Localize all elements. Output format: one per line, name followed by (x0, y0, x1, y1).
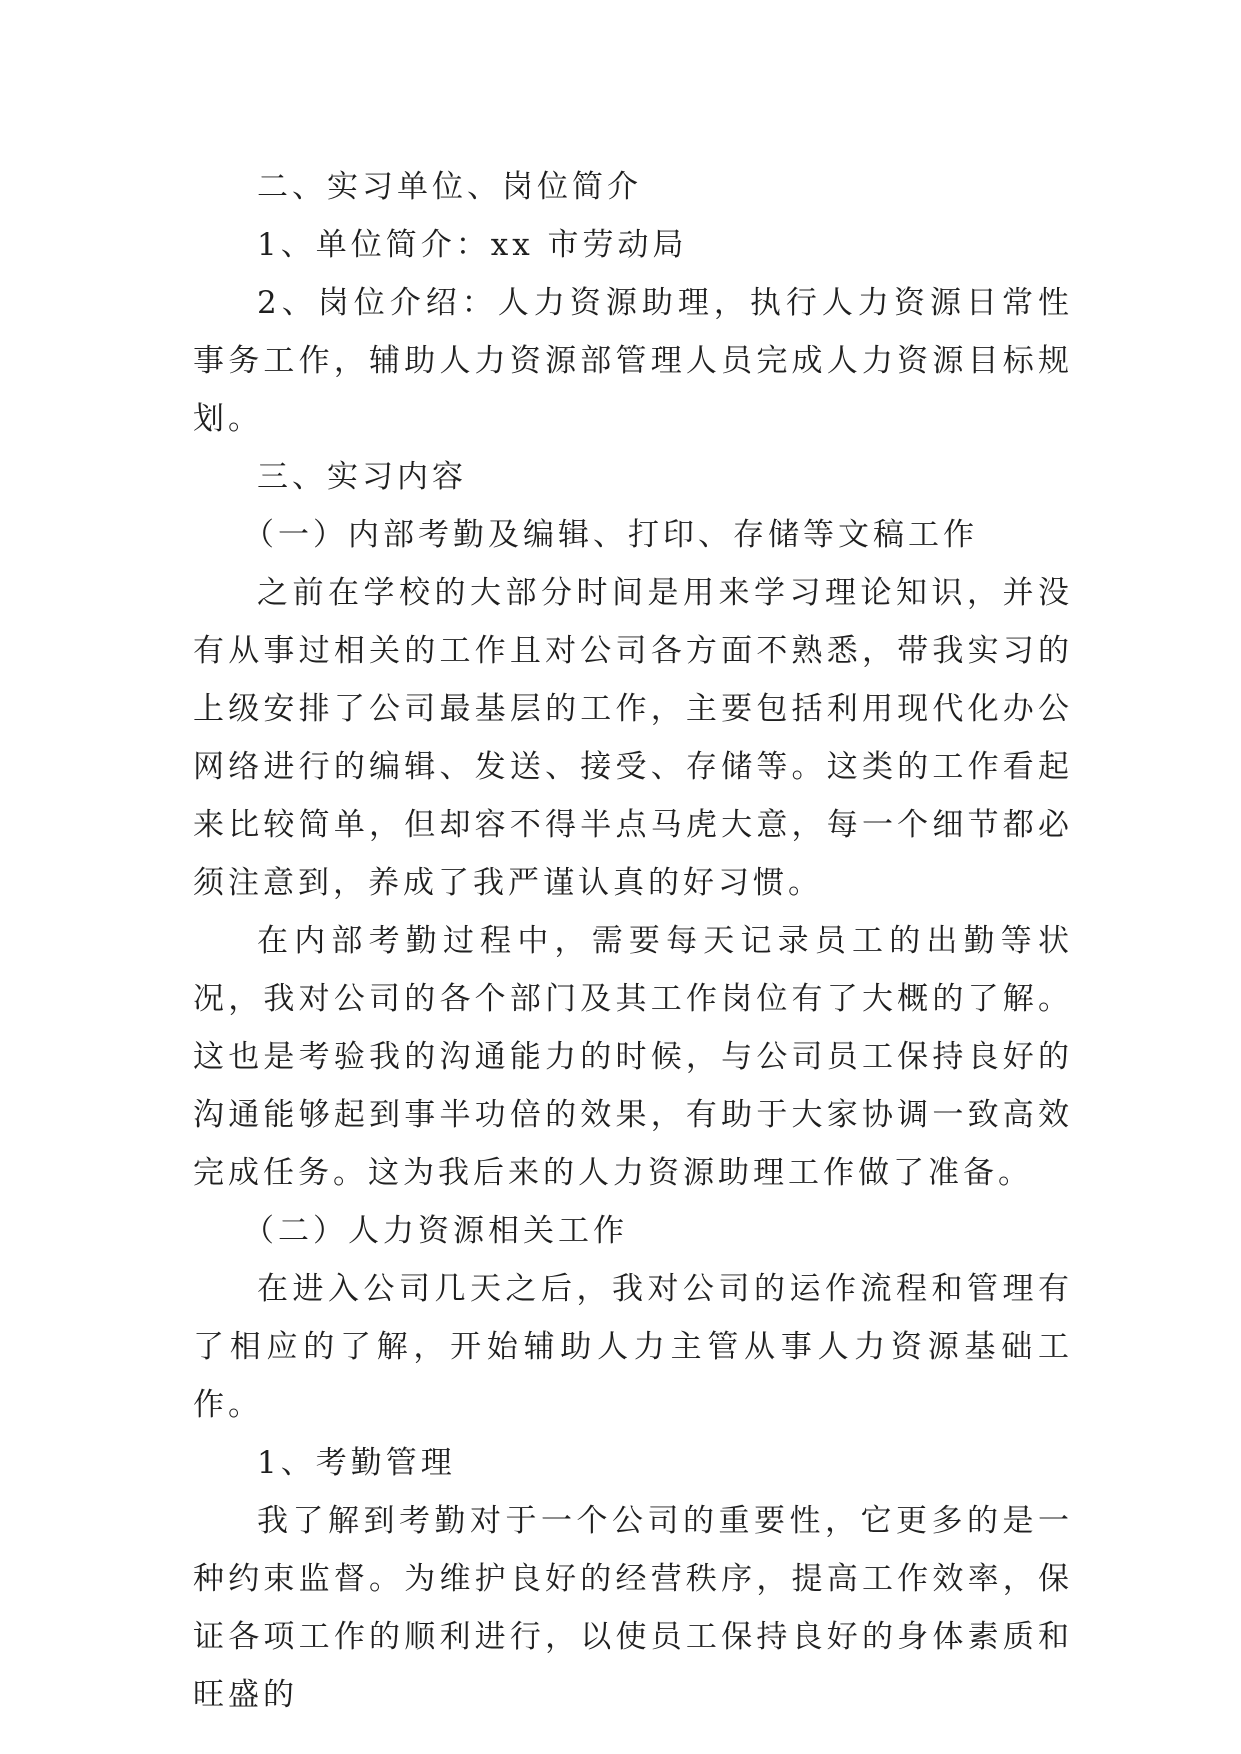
subsection-heading-attendance-documents: （一）内部考勤及编辑、打印、存储等文稿工作 (243, 517, 978, 553)
body-paragraph: 在内部考勤过程中，需要每天记录员工的出勤等状况，我对公司的各个部门及其工作岗位有了大概的了解。这也是考验我的沟通能力的时候，与公司员工保持良好的沟通能够起到事半功倍的效果，有助于大家协调一致高效完成任务。这为我后来的人力资源助理工作做了准备。 (193, 923, 1073, 1191)
section-heading-internship-content: 三、实习内容 (257, 459, 467, 495)
document-body (193, 158, 1073, 1724)
body-paragraph: 我了解到考勤对于一个公司的重要性，它更多的是一种约束监督。为维护良好的经营秩序，提高工作效率，保证各项工作的顺利进行，以使员工保持良好的身体素质和旺盛的 (193, 1503, 1073, 1713)
item-heading-attendance-management: 1、考勤管理 (257, 1445, 456, 1481)
body-paragraph: 之前在学校的大部分时间是用来学习理论知识，并没有从事过相关的工作且对公司各方面不熟悉，带我实习的上级安排了公司最基层的工作，主要包括利用现代化办公网络进行的编辑、发送、接受、存储等。这类的工作看起来比较简单，但却容不得半点马虎大意，每一个细节都必须注意到，养成了我严谨认真的好习惯。 (193, 575, 1073, 901)
body-paragraph: 在进入公司几天之后，我对公司的运作流程和管理有了相应的了解，开始辅助人力主管从事人力资源基础工作。 (193, 1271, 1073, 1423)
position-intro-paragraph: 2、岗位介绍：人力资源助理，执行人力资源日常性事务工作，辅助人力资源部管理人员完成人力资源目标规划。 (193, 285, 1073, 437)
unit-intro-paragraph: 1、单位简介：xx 市劳动局 (257, 227, 688, 263)
section-heading-unit-intro: 二、实习单位、岗位简介 (257, 169, 642, 205)
subsection-heading-hr-work: （二）人力资源相关工作 (243, 1213, 628, 1249)
